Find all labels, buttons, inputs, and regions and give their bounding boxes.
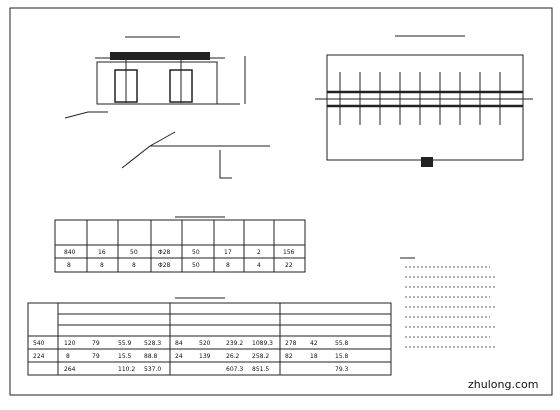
t1-r1-c1: 840 [64, 249, 76, 256]
t1-r1-c8: 156 [283, 249, 295, 256]
t2-r2-c3: 79 [92, 353, 100, 360]
t1-r2-c4: Φ28 [158, 262, 171, 269]
t2-r1-c11: 42 [310, 340, 318, 347]
t2-r2-c11: 18 [310, 353, 318, 360]
t2-r2-c4: 15.5 [118, 353, 132, 360]
t1-r2-c6: 8 [226, 262, 230, 269]
t1-r1-c5: 50 [192, 249, 200, 256]
t1-r1-c2: 16 [98, 249, 106, 256]
notes-block [400, 258, 495, 347]
t2-r2-c8: 26.2 [226, 353, 240, 360]
t2-r2-c10: 82 [285, 353, 293, 360]
t1-r1-c6: 17 [224, 249, 232, 256]
t1-r2-c5: 50 [192, 262, 200, 269]
t2-r3-c12: 79.3 [335, 366, 349, 373]
watermark: zhulong.com [468, 378, 539, 391]
t2-r2-c6: 24 [175, 353, 183, 360]
t2-r1-c10: 278 [285, 340, 297, 347]
t2-r1-c12: 55.8 [335, 340, 349, 347]
t1-r2-c1: 8 [67, 262, 71, 269]
table-1 [55, 217, 305, 272]
t2-r1-c9: 1089.3 [252, 340, 273, 347]
t2-r1-c6: 84 [175, 340, 183, 347]
t1-r2-c3: 8 [132, 262, 136, 269]
t2-r2-c1: 224 [33, 353, 45, 360]
t2-r1-c4: 55.9 [118, 340, 132, 347]
t2-r3-c8: 607.3 [226, 366, 244, 373]
t2-r3-c5: 537.0 [144, 366, 162, 373]
section-view [65, 37, 270, 178]
t1-r2-c7: 4 [257, 262, 261, 269]
t2-r1-c3: 79 [92, 340, 100, 347]
t2-r3-c9: 851.5 [252, 366, 270, 373]
t2-r3-c4: 110.2 [118, 366, 136, 373]
t2-r1-c1: 540 [33, 340, 45, 347]
t2-r3-c2: 264 [64, 366, 76, 373]
t1-r2-c2: 8 [100, 262, 104, 269]
t1-r1-c4: Φ28 [158, 249, 171, 256]
t2-r2-c9: 258.2 [252, 353, 270, 360]
t2-r2-c2: 8 [66, 353, 70, 360]
t2-r1-c5: 528.3 [144, 340, 162, 347]
table-2 [28, 298, 391, 375]
t1-r1-c7: 2 [257, 249, 261, 256]
t2-r1-c2: 120 [64, 340, 76, 347]
t2-r2-c5: 88.8 [144, 353, 158, 360]
t1-r2-c8: 22 [285, 262, 293, 269]
t1-r1-c3: 50 [130, 249, 138, 256]
t2-r2-c7: 139 [199, 353, 211, 360]
plan-view [315, 36, 533, 167]
t2-r1-c8: 239.2 [226, 340, 244, 347]
t2-r1-c7: 520 [199, 340, 211, 347]
t2-r2-c12: 15.8 [335, 353, 349, 360]
